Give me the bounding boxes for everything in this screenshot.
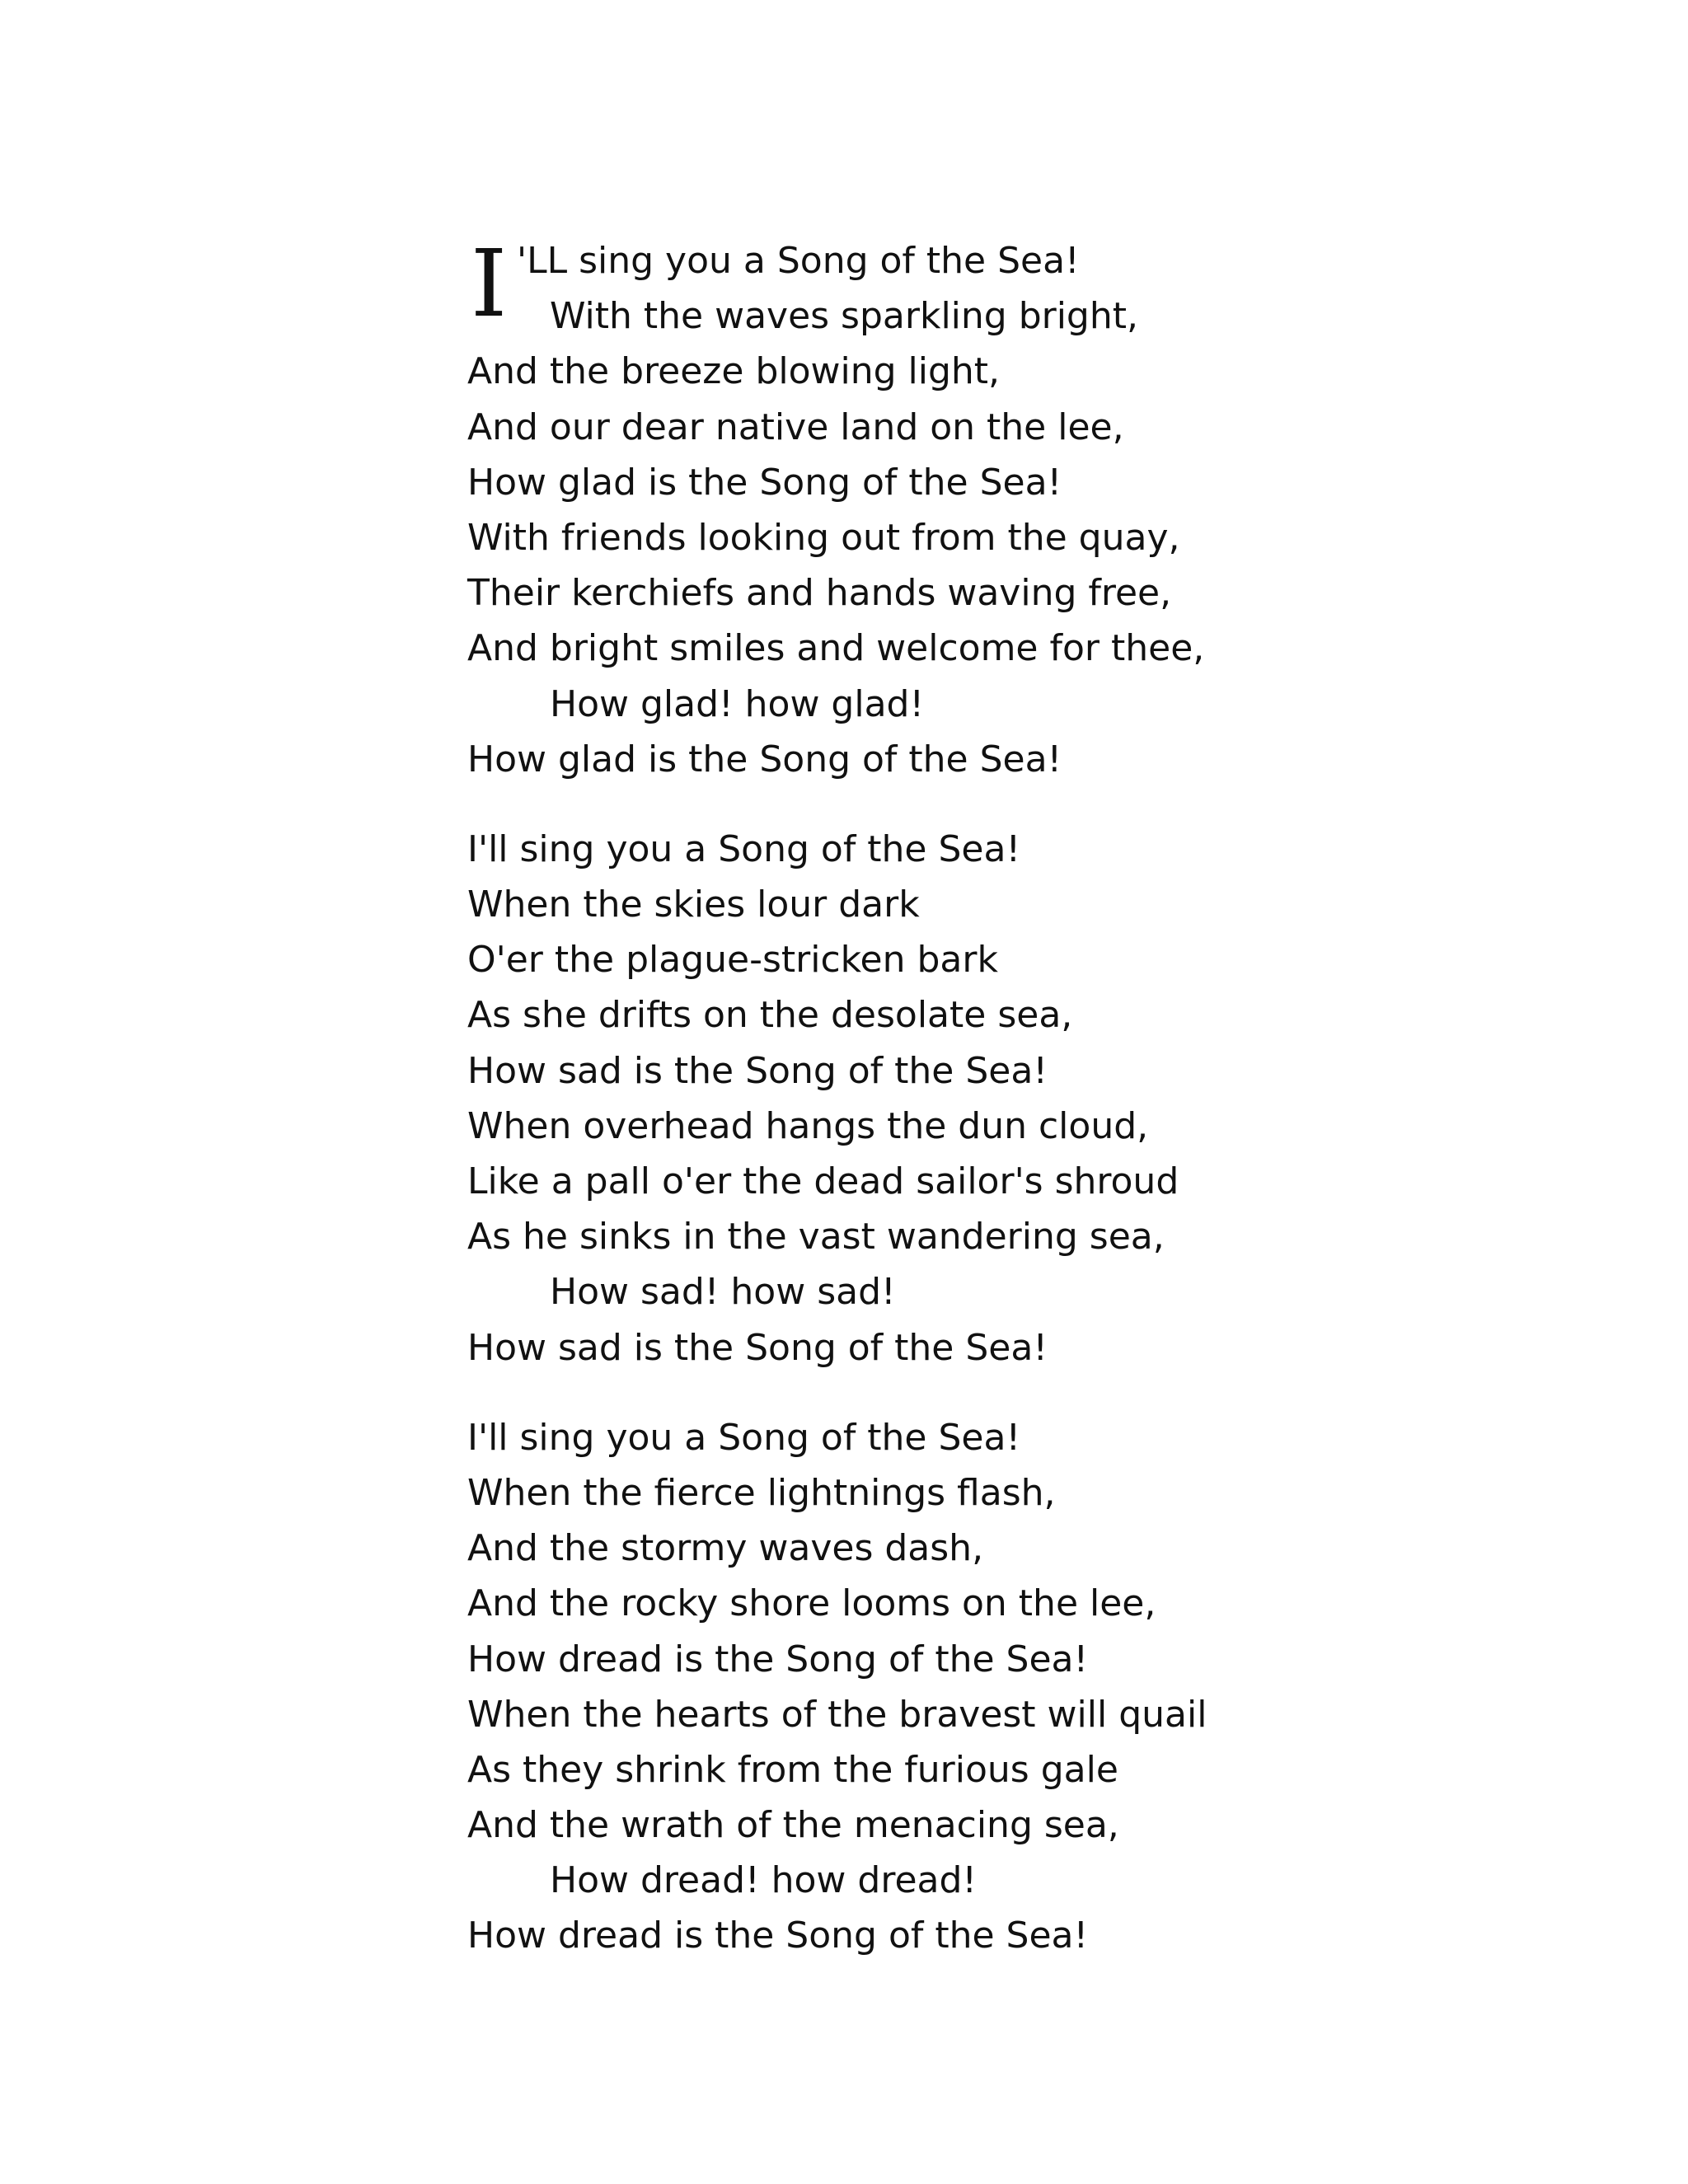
poem-line: With the waves sparkling bright, [550,295,1138,338]
poem-line: How glad is the Song of the Sea! [467,461,1062,504]
poem-line: I'll sing you a Song of the Sea! [467,1416,1021,1459]
poem-line: I'll sing you a Song of the Sea! [467,827,1021,870]
poem-line: How sad is the Song of the Sea! [467,1049,1048,1092]
poem-line: When the hearts of the bravest will quail [467,1693,1207,1736]
poem-line: And the wrath of the menacing sea, [467,1804,1119,1847]
opening-lines [467,233,1621,344]
poem-line: How dread! how dread! [550,1859,978,1902]
poem-line: O'er the plague-stricken bark [467,939,998,982]
poem-line: As they shrink from the furious gale [467,1748,1118,1791]
stanza-1 [467,233,1621,787]
poem-line: When the fierce lightnings flash, [467,1471,1056,1514]
poem [467,233,1621,1999]
poem-line: How glad! how glad! [550,682,925,725]
poem-line: And our dear native land on the lee, [467,405,1124,448]
poem-line: When overhead hangs the dun cloud, [467,1104,1149,1147]
stanza-2 [467,822,1621,1376]
poem-line: When the skies lour dark [467,883,920,926]
poem-line: As he sinks in the vast wandering sea, [467,1216,1165,1258]
poem-line: And bright smiles and welcome for thee, [467,627,1205,670]
poem-line: How sad! how sad! [550,1271,896,1314]
poem-line: And the rocky shore looms on the lee, [467,1582,1156,1625]
poem-line: How dread is the Song of the Sea! [467,1915,1089,1957]
poem-line: Like a pall o'er the dead sailor's shroud [467,1160,1179,1203]
poem-line: How dread is the Song of the Sea! [467,1638,1089,1680]
poem-line: Their kerchiefs and hands waving free, [467,572,1172,615]
poem-line: How glad is the Song of the Sea! [467,738,1062,780]
poem-line: 'LL sing you a Song of the Sea! [517,240,1080,282]
poem-line: And the breeze blowing light, [467,350,1001,393]
drop-cap: I [471,231,508,338]
poem-line: As she drifts on the desolate sea, [467,994,1073,1037]
stanza-3 [467,1410,1621,1964]
poem-line: With friends looking out from the quay, [467,516,1180,559]
poem-line: How sad is the Song of the Sea! [467,1326,1048,1369]
poem-line: And the stormy waves dash, [467,1527,984,1570]
